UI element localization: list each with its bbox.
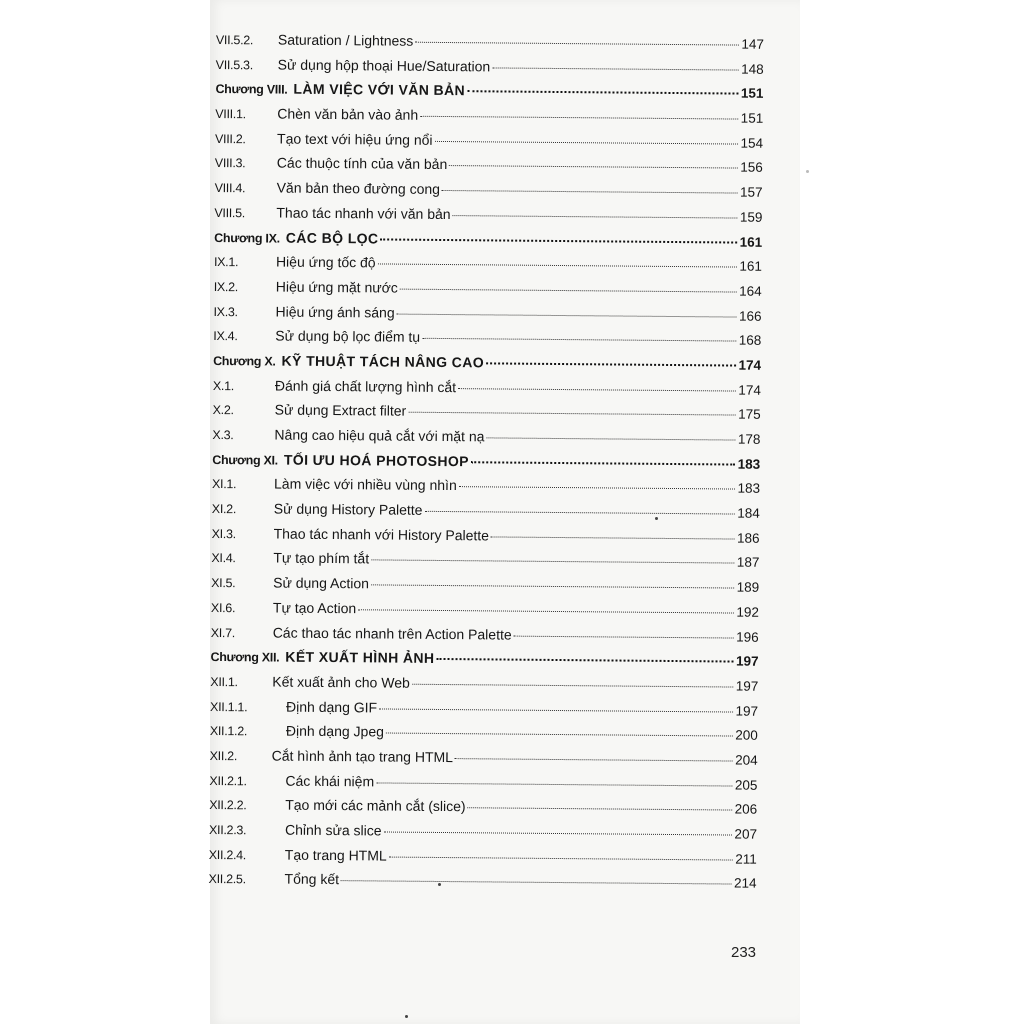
toc-page-number: 205 (734, 777, 758, 793)
toc-entry-title: Sử dụng bộ lọc điểm tụ (275, 327, 421, 346)
dot-leader (408, 412, 736, 416)
dot-leader (491, 536, 735, 539)
toc-entry-title: Chèn văn bản vào ảnh (277, 105, 419, 123)
dot-leader (458, 388, 736, 391)
toc-entry-number: X.3. (212, 427, 234, 443)
toc-page-number: 186 (736, 530, 760, 546)
toc-entry-title: Tạo mới các mảnh cắt (slice) (285, 796, 466, 815)
toc-page-number: 174 (738, 382, 761, 398)
toc-entry-number: IX.1. (213, 255, 239, 270)
dot-leader (486, 437, 735, 440)
toc-page-number: 159 (739, 209, 763, 225)
toc-entry-title: Hiệu ứng mặt nước (275, 278, 398, 296)
toc-page-number: 183 (737, 480, 761, 497)
toc-entry-title: KẾT XUẤT HÌNH ẢNH (285, 648, 435, 667)
toc-entry-title: Sử dụng hộp thoại Hue/Saturation (277, 56, 491, 75)
toc-entry-number: IX.2. (213, 279, 239, 295)
toc-entry-number: XII.2.5. (208, 872, 246, 887)
dot-leader (422, 338, 737, 342)
toc-entry-title: Làm việc với nhiều vùng nhìn (273, 475, 457, 494)
toc-page-number: 184 (737, 505, 760, 521)
toc-entry-title: Sử dụng History Palette (273, 500, 423, 518)
toc-page-number: 154 (740, 135, 764, 151)
toc-entry-title: Tự tạo phím tắt (273, 549, 370, 567)
table-of-contents (208, 30, 764, 899)
dot-leader (397, 313, 737, 317)
toc-entry-title: CÁC BỘ LỌC (285, 229, 379, 246)
dot-leader (436, 658, 734, 663)
dot-leader (449, 165, 738, 169)
toc-page-number: 148 (741, 61, 764, 77)
dot-leader (378, 264, 738, 268)
dot-leader (424, 511, 735, 515)
toc-page-number: 164 (739, 283, 762, 299)
toc-entry-number: XI.6. (210, 600, 236, 616)
toc-page-number: 196 (736, 629, 759, 645)
toc-entry-title: Chỉnh sửa slice (284, 821, 382, 839)
dot-leader (358, 609, 734, 613)
toc-entry-number: XII.2. (209, 748, 238, 764)
toc-page-number: 187 (736, 555, 760, 571)
toc-page-number: 214 (733, 875, 757, 892)
toc-page-number: 197 (735, 678, 759, 694)
dot-leader (384, 831, 733, 835)
toc-entry-title: TỐI ƯU HOÁ PHOTOSHOP (283, 451, 470, 469)
toc-page-number: 211 (735, 851, 757, 867)
toc-page-number: 204 (735, 752, 758, 768)
dot-leader (415, 42, 739, 46)
dot-leader (453, 215, 738, 218)
toc-entry-title: Các thuộc tính của văn bản (276, 154, 448, 173)
toc-page-number: 206 (734, 801, 758, 818)
toc-entry-number: X.2. (212, 403, 234, 418)
toc-entry-title: Tạo text với hiệu ứng nổi (276, 130, 433, 148)
print-speck (438, 883, 441, 886)
toc-page-number: 175 (738, 406, 761, 423)
toc-entry-number: XII.2.4. (208, 847, 247, 862)
toc-entry-title: Các thao tác nhanh trên Action Palette (272, 624, 512, 643)
toc-entry-number: IX.4. (213, 329, 238, 344)
dot-leader (389, 856, 734, 860)
print-speck (655, 517, 658, 520)
dot-leader (400, 288, 737, 292)
dot-leader (380, 238, 737, 243)
toc-entry-number: XII.2.3. (208, 822, 247, 838)
toc-page-number: 174 (738, 357, 762, 373)
dot-leader (467, 91, 739, 95)
toc-page-number: 166 (738, 308, 762, 324)
print-speck (405, 1015, 408, 1018)
toc-page-number: 207 (734, 826, 758, 842)
toc-page-number: 157 (740, 184, 763, 200)
page-number: 233 (731, 944, 757, 961)
toc-page-number: 156 (740, 160, 763, 176)
dot-leader (412, 684, 734, 688)
toc-entry-number: XI.1. (211, 477, 237, 492)
toc-entry-number: VII.5.3. (215, 57, 253, 73)
toc-page-number: 189 (736, 579, 760, 595)
toc-entry-number: XII.1. (210, 674, 238, 690)
dot-leader (459, 487, 736, 490)
toc-entry-title: Tổng kết (284, 871, 340, 888)
toc-page-number: 151 (740, 85, 764, 102)
toc-entry-title: Hiệu ứng ánh sáng (275, 303, 395, 321)
toc-entry-title: Thao tác nhanh với History Palette (273, 525, 490, 544)
toc-entry-number: X.1. (212, 378, 235, 393)
toc-entry-number: Chương IX. (214, 230, 280, 246)
toc-page-number: 197 (735, 703, 759, 719)
toc-page-number: 178 (737, 431, 761, 447)
toc-entry-number: Chương XI. (212, 452, 278, 468)
dot-leader (371, 584, 735, 588)
toc-page-number: 147 (741, 36, 764, 52)
toc-entry-number: XII.2.1. (209, 773, 247, 788)
toc-page-number: 161 (739, 258, 763, 274)
toc-entry-title: Tạo trang HTML (284, 846, 387, 864)
toc-entry-title: LÀM VIỆC VỚI VĂN BẢN (293, 81, 466, 99)
toc-entry-title: Nâng cao hiệu quả cắt với mặt nạ (274, 426, 485, 445)
toc-entry-title: Saturation / Lightness (277, 31, 414, 49)
toc-entry-title: Đánh giá chất lượng hình cắt (274, 377, 457, 395)
dot-leader (492, 67, 739, 70)
toc-entry-number: XII.1.2. (209, 724, 248, 739)
toc-entry-number: XI.7. (210, 625, 236, 640)
toc-entry-title: Các khái niệm (285, 772, 375, 790)
toc-entry-title: Sử dụng Action (273, 574, 370, 592)
toc-entry-number: IX.3. (213, 304, 238, 319)
dot-leader (371, 560, 735, 564)
toc-page-number: 183 (737, 456, 761, 472)
toc-entry-number: VIII.1. (215, 107, 246, 122)
dot-leader (376, 782, 733, 786)
dot-leader (420, 116, 739, 120)
print-speck (806, 170, 809, 173)
toc-entry-title: Văn bản theo đường cong (276, 179, 441, 198)
toc-page-number: 161 (739, 234, 763, 250)
toc-entry-number: XI.3. (211, 526, 236, 541)
toc-page-number: 168 (738, 332, 762, 349)
toc-entry-title: KỸ THUẬT TÁCH NÂNG CAO (281, 352, 485, 371)
dot-leader (514, 635, 735, 638)
toc-entry-title: Định dạng GIF (286, 698, 378, 715)
toc-entry-number: XI.5. (211, 576, 236, 591)
toc-entry-number: XI.4. (211, 551, 236, 566)
toc-entry-number: Chương X. (213, 353, 276, 369)
dot-leader (471, 461, 736, 465)
toc-entry-title: Kết xuất ảnh cho Web (272, 673, 410, 691)
dot-leader (386, 733, 733, 737)
toc-entry-number: XII.2.2. (209, 798, 247, 813)
toc-page-number: 197 (735, 653, 759, 669)
dot-leader (442, 190, 738, 194)
dot-leader (379, 708, 733, 712)
toc-page-number: 200 (735, 727, 758, 744)
toc-entry-number: Chương VIII. (215, 82, 288, 98)
toc-page-number: 151 (740, 110, 764, 126)
toc-entry-number: Chương XII. (210, 650, 280, 665)
toc-entry-number: VII.5.2. (215, 32, 254, 48)
dot-leader (455, 758, 733, 761)
toc-entry-number: VIII.3. (214, 156, 246, 171)
toc-entry-title: Sử dụng Extract filter (274, 401, 407, 419)
toc-entry-title: Tự tạo Action (272, 599, 357, 617)
dot-leader (435, 141, 739, 145)
toc-entry-number: VIII.2. (214, 131, 246, 147)
toc-entry-title: Định dạng Jpeg (285, 722, 385, 740)
dot-leader (468, 808, 733, 811)
toc-page-number: 192 (736, 604, 760, 620)
toc-entry-number: VIII.5. (214, 205, 246, 221)
toc-entry-row (208, 869, 756, 898)
toc-entry-number: XI.2. (211, 502, 237, 517)
dot-leader (486, 362, 737, 366)
dot-leader (341, 880, 732, 884)
toc-entry-title: Thao tác nhanh với văn bản (276, 204, 451, 222)
toc-entry-number: VIII.4. (214, 181, 246, 196)
toc-entry-title: Hiệu ứng tốc độ (275, 253, 376, 271)
toc-entry-number: XII.1.1. (210, 699, 248, 714)
toc-entry-title: Cắt hình ảnh tạo trang HTML (271, 747, 454, 766)
